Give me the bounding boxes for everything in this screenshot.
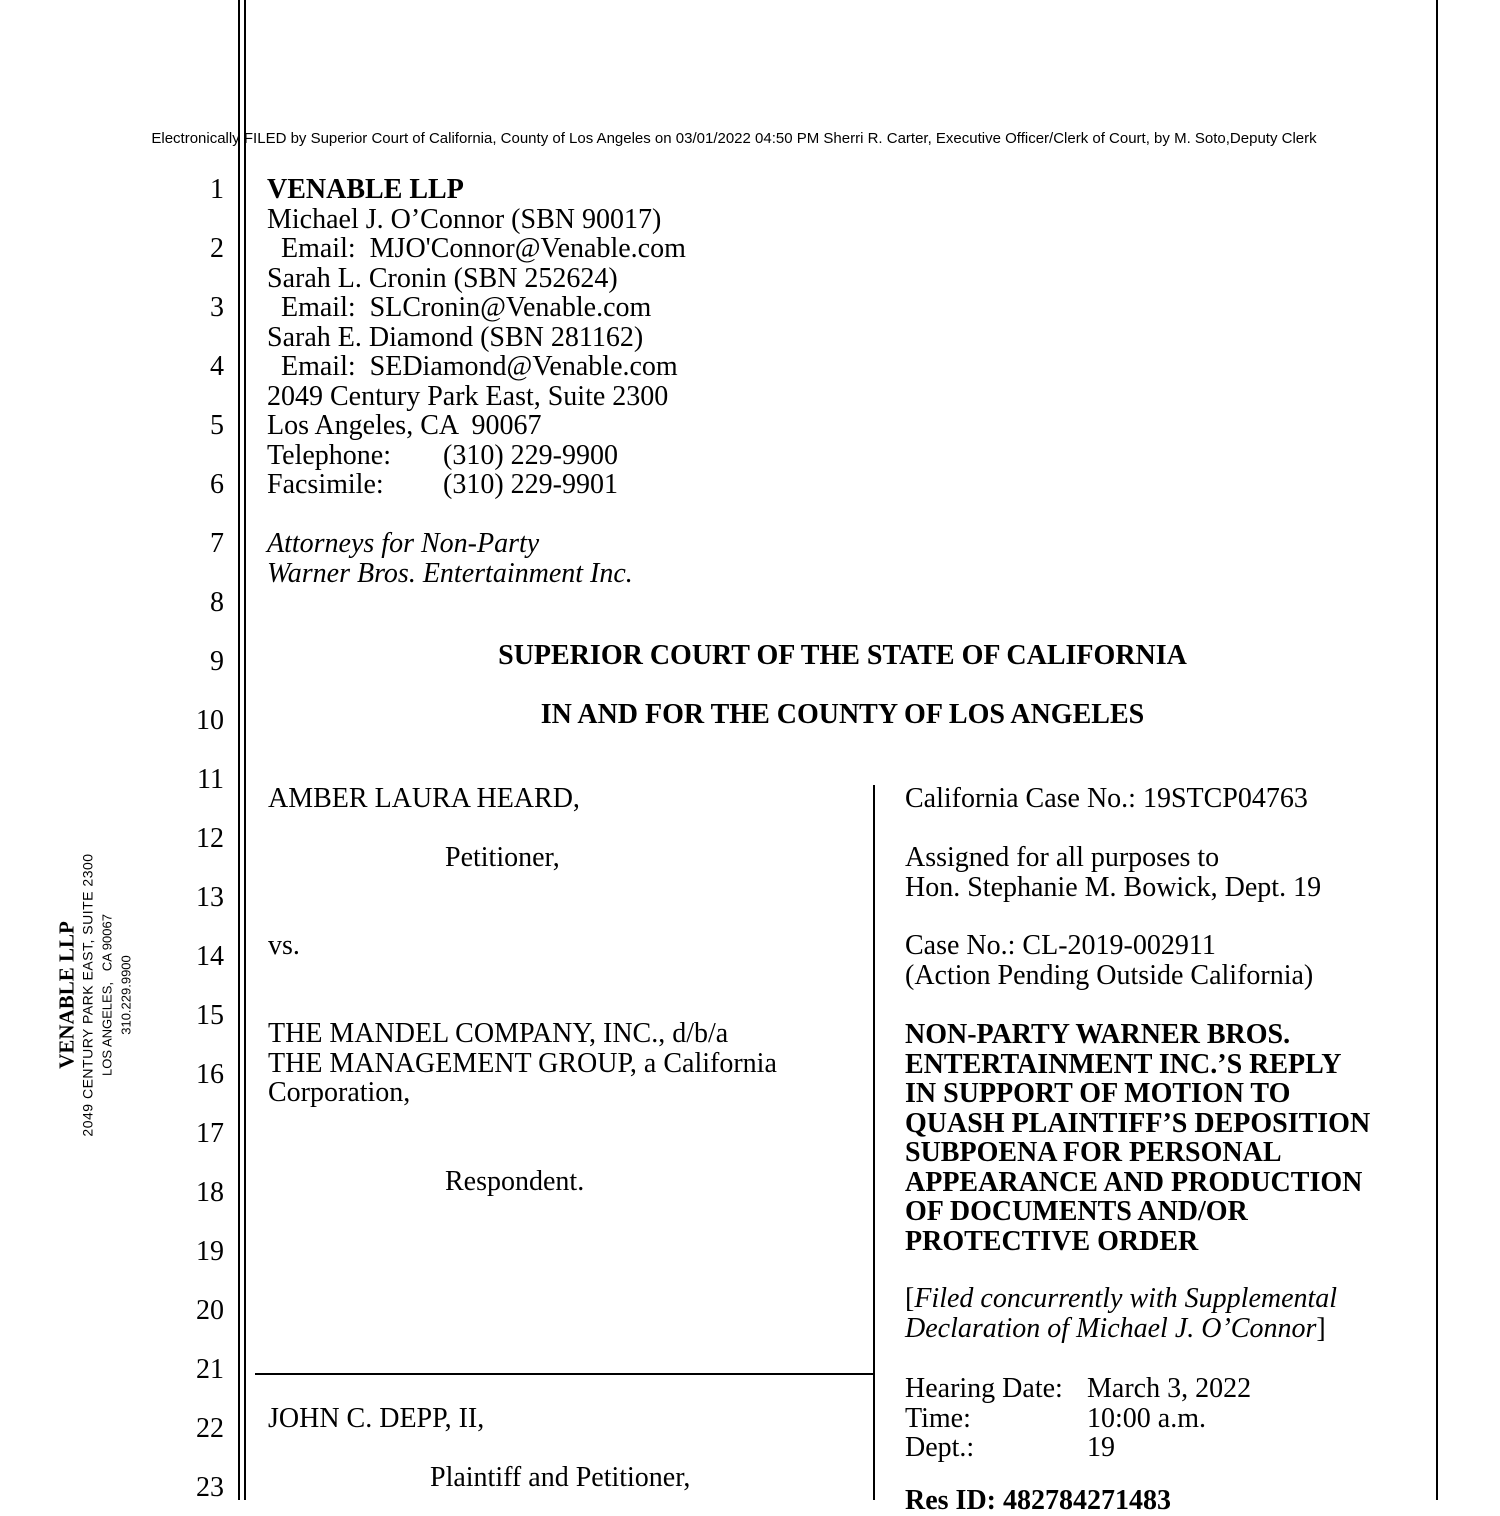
caption-divider [873,785,875,1500]
line-number: 21 [196,1354,224,1385]
filed-concurrently [905,1284,1337,1343]
side-firm: VENABLE LLP [54,921,79,1069]
facsimile-line [267,470,686,500]
attorneys-for [267,529,633,588]
line-number: 11 [197,764,224,795]
bracket-close: ] [1316,1312,1326,1344]
counsel-line: Email: SLCronin@Venable.com [267,292,652,323]
right-margin-rule [1436,0,1438,1500]
time-label: Time: [905,1402,971,1434]
document-title [905,1020,1370,1256]
hearing-time: 10:00 a.m. [1087,1402,1206,1434]
hearing-date: March 3, 2022 [1087,1373,1252,1404]
left-margin-rule-inner [244,0,246,1500]
line-number: 3 [210,292,224,323]
case-number: California Case No.: 19STCP04763 [905,783,1308,814]
respondent-name [268,1019,777,1108]
document-title-line: OF DOCUMENTS AND/OR [905,1196,1248,1227]
dept-label: Dept.: [905,1432,975,1463]
side-address: 2049 CENTURY PARK EAST, SUITE 2300 [79,853,96,1137]
court-county: IN AND FOR THE COUNTY OF LOS ANGELES [540,699,1145,730]
plaintiff-name: JOHN C. DEPP, II, [268,1403,485,1434]
bracket-open: [ [905,1283,915,1314]
reservation-id: Res ID: 482784271483 [905,1485,1171,1516]
line-number: 1 [210,174,224,205]
caption-rule [255,1373,874,1375]
hearing-dept: 19 [1087,1432,1115,1463]
firm-side-block [55,853,136,1136]
line-number: 13 [196,882,224,913]
line-number: 5 [210,410,224,441]
other-case-note: (Action Pending Outside California) [905,959,1314,991]
counsel-line: Sarah L. Cronin (SBN 252624) [267,262,618,294]
line-number: 16 [196,1059,224,1090]
side-city: LOS ANGELES, CA 90067 [99,914,115,1076]
line-number: 15 [196,1000,224,1031]
counsel-line: 2049 Century Park East, Suite 2300 [267,380,669,412]
document-title-line: ENTERTAINMENT INC.’S REPLY [905,1048,1342,1080]
hearing-label: Hearing Date: [905,1373,1063,1404]
assigned-judge [905,843,1321,902]
line-number: 22 [196,1413,224,1444]
assigned-line: Assigned for all purposes to [905,842,1220,873]
counsel-line: Sarah E. Diamond (SBN 281162) [267,321,644,353]
judge-line: Hon. Stephanie M. Bowick, Dept. 19 [905,871,1322,903]
document-title-line: PROTECTIVE ORDER [905,1225,1199,1257]
telephone-value: (310) 229-9900 [443,439,618,471]
line-number: 17 [196,1118,224,1149]
counsel-line: Email: SEDiamond@Venable.com [267,351,678,382]
other-case-number: Case No.: CL-2019-002911 [905,930,1216,961]
line-number: 12 [196,823,224,854]
line-number: 7 [210,528,224,559]
line-number: 9 [210,646,224,677]
filed-line: Filed concurrently with Supplemental [914,1283,1338,1314]
plaintiff-role: Plaintiff and Petitioner, [430,1462,691,1493]
document-title-line: APPEARANCE AND PRODUCTION [905,1166,1363,1198]
filed-line: Declaration of Michael J. O’Connor [905,1312,1317,1344]
line-number: 18 [196,1177,224,1208]
petitioner-name: AMBER LAURA HEARD, [268,783,580,814]
counsel-line: Michael J. O’Connor (SBN 90017) [267,203,662,235]
document-title-line: IN SUPPORT OF MOTION TO [905,1078,1291,1109]
respondent-role: Respondent. [445,1166,585,1197]
counsel-line: Email: MJO'Connor@Venable.com [267,233,686,264]
attorneys-for-client: Warner Bros. Entertainment Inc. [267,557,633,589]
petitioner-role: Petitioner, [445,842,560,873]
document-title-line: QUASH PLAINTIFF’S DEPOSITION [905,1107,1371,1139]
attorneys-for-line: Attorneys for Non-Party [267,528,540,559]
respondent-line: THE MANAGEMENT GROUP, a California [268,1047,777,1079]
line-number: 6 [210,469,224,500]
respondent-line: Corporation, [268,1077,411,1108]
facsimile-value: (310) 229-9901 [443,469,618,500]
line-number: 10 [196,705,224,736]
counsel-firm: VENABLE LLP [267,174,464,205]
hearing-info [905,1374,1251,1463]
filing-stamp: Electronically FILED by Superior Court of California, County of Los Angeles on 03/01/2022 04:50 PM Sherri R. Carter, Executive Officer/Clerk of Court, by M. Soto,Deputy Clerk [151,130,1317,147]
respondent-line: THE MANDEL COMPANY, INC., d/b/a [268,1018,729,1049]
left-margin-rule [238,0,240,1500]
versus: vs. [268,930,300,961]
counsel-line: Los Angeles, CA 90067 [267,410,542,441]
line-number: 4 [210,351,224,382]
facsimile-label: Facsimile: [267,469,384,500]
line-number: 14 [196,941,224,972]
other-case [905,931,1313,990]
line-number: 2 [210,233,224,264]
line-number: 19 [196,1236,224,1267]
line-number: 8 [210,587,224,618]
side-phone: 310.229.9900 [118,955,134,1035]
line-number: 20 [196,1295,224,1326]
telephone-line [267,441,686,471]
line-number: 23 [196,1472,224,1503]
document-title-line: NON-PARTY WARNER BROS. [905,1019,1291,1050]
telephone-label: Telephone: [267,439,391,471]
court-name: SUPERIOR COURT OF THE STATE OF CALIFORNIA [498,640,1187,671]
counsel-block [267,175,686,500]
document-title-line: SUBPOENA FOR PERSONAL [905,1137,1282,1168]
